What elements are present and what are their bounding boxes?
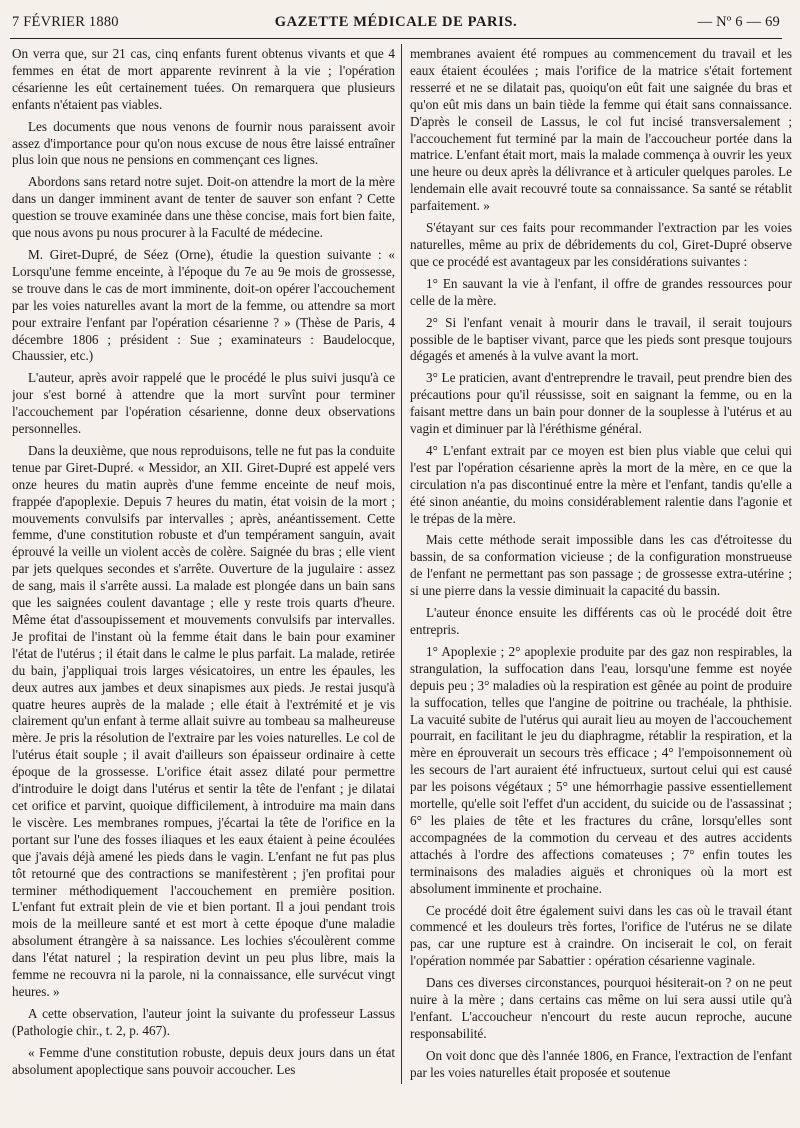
- paragraph: 1° En sauvant la vie à l'enfant, il offre de grandes ressources pour celle de la mère.: [410, 275, 792, 308]
- paragraph: 2° Si l'enfant venait à mourir dans le travail, il serait toujours possible de le baptiser vivant, parce que les pieds sont presque toujours dégagés et amenés à la vulve avant la mort.: [410, 314, 792, 364]
- paragraph: membranes avaient été rompues au commencement du travail et les eaux étaient écoulées ; mais l'orifice de la matrice s'était fortement resserré et ne se dilatait pas, quoiqu'on eût fait une saignée du bras et qu'on eût mis dans un bain tiède la femme qui était sans connaissance. D'après le conseil de Lassus, le col fut incisé transversalement ; l'accouchement fut terminé par la main de l'accoucheur portée dans la matrice. L'enfant était mort, mais la malade commença à ouvrir les yeux une heure ou deux après la délivrance et à articuler quelques paroles. Le lendemain elle avait recouvré toute sa connaissance. Sa santé se rétablit parfaitement. »: [410, 46, 792, 214]
- issue-page-number: — Nº 6 — 69: [697, 14, 780, 30]
- paragraph: A cette observation, l'auteur joint la suivante du professeur Lassus (Pathologie chir., t. 2, p. 467).: [12, 1005, 395, 1038]
- column-divider: [401, 44, 402, 1084]
- paragraph: Mais cette méthode serait impossible dans les cas d'étroitesse du bassin, de sa conformation vicieuse ; de la configuration monstrueuse de l'enfant ne permettant pas son passage ; de grossesse extra-utérine ; si une pierre dans la vessie diminuait la capacité du bassin.: [410, 532, 792, 599]
- paragraph: Dans la deuxième, que nous reproduisons, telle ne fut pas la conduite tenue par Giret-Dupré. « Messidor, an XII. Giret-Dupré est appelé vers onze heures du matin auprès d'une femme enceinte de neuf mois, frappée d'apoplexie. Depuis 7 heures du matin, état voisin de la mort ; mouvements convulsifs par intervalles ; après, anéantissement. Cette femme, d'une constitution robuste et d'un tempérament sanguin, avait éprouvé la veille un violent accès de colère. Saignée du bras ; elle vient par jets quelques secondes et s'arrête. Ouverture de la jugulaire : assez de sang, mais il s'arrête aussi. La malade est plongée dans un bain sans que les saignées coulent davantage ; elle y reste trois quarts d'heure. Même état d'assoupissement et mouvements convulsifs par intervalles. Je profitai de l'instant où la femme était dans le bain pour examiner l'état de l'utérus ; il était dans le calme le plus parfait. La malade, retirée du bain, j'appliquai trois larges vésicatoires, un entre les épaules, les deux autres aux jambes et deux sinapismes aux pieds. Je restai jusqu'à quatre heures auprès de la malade ; elle était à l'extrémité et je vis clairement qu'un enfant à terme allait suivre au tombeau sa malheureuse mère. Je pris la résolution de l'extraire par les voies naturelles. Le col de l'utérus était souple ; il avait d'ailleurs son épaisseur ordinaire à cette époque de la grossesse. L'orifice était assez dilaté pour permettre d'introduire le doigt dans l'utérus et sentir la tête de l'enfant ; je dilatai cet orifice et parvint, quoique difficilement, à introduire ma main dans le viscère. Les membranes rompues, j'écartai la tête de l'orifice en la portant sur l'une des fosses iliaques et les eaux étaient à peine écoulées que j'avais déjà amené les pieds dans le vagin. L'enfant ne fut pas plus tôt retourné que des contractions se manifestèrent ; j'en profitai pour terminer méthodiquement l'accouchement en première position. L'enfant fut extrait plein de vie et bien portant. Il a joui pendant trois mois de la meilleure santé et est mort à cette époque d'une maladie absolument étrangère à sa naissance. Les lochies s'écoulèrent comme dans l'état naturel ; la respiration devint un peu plus libre, mais la femme ne recouvra ni la parole, ni la connaissance, elle survécut vingt heures. »: [12, 442, 395, 999]
- header-date: 7 FÉVRIER 1880: [12, 14, 119, 30]
- right-column: [410, 46, 792, 1080]
- publication-title: GAZETTE MÉDICALE DE PARIS.: [274, 14, 518, 30]
- paragraph: S'étayant sur ces faits pour recommander l'extraction par les voies naturelles, même au prix de débridements du col, Giret-Dupré observe que ce procédé est avantageux par les considérations suivantes :: [410, 220, 792, 269]
- paragraph: L'auteur, après avoir rappelé que le procédé le plus suivi jusqu'à ce jour s'est borné à attendre que la mort survînt pour terminer l'accouchement par l'opération césarienne, donne deux observations personnelles.: [12, 370, 395, 437]
- paragraph: 4° L'enfant extrait par ce moyen est bien plus viable que celui qui l'est par l'opération césarienne après la mort de la mère, en ce que la circulation n'a pas discontinué entre la mère et l'enfant, tandis qu'elle a été sinon anéantie, du moins considérablement ralentie dans l'agonie et le trépas de la mère.: [410, 442, 792, 526]
- paragraph: Les documents que nous venons de fournir nous paraissent avoir assez d'importance pour qu'on nous excuse de nous être laissé entraîner plus loin que nous ne pensions en commençant ces lignes.: [12, 118, 395, 168]
- paragraph: Ce procédé doit être également suivi dans les cas où le travail étant commencé et les douleurs très fortes, l'orifice de l'utérus ne se dilate pas, car une rupture est à craindre. On inciserait le col, on ferait l'opération nommée par Sabattier : opération césarienne vaginale.: [410, 902, 792, 969]
- paragraph: On voit donc que dès l'année 1806, en France, l'extraction de l'enfant par les voies naturelles était proposée et soutenue: [410, 1047, 792, 1080]
- header-rule: [10, 38, 782, 39]
- paragraph: 1° Apoplexie ; 2° apoplexie produite par des gaz non respirables, la strangulation, la suffocation dans l'eau, lorsqu'une femme est noyée depuis peu ; 3° maladies où la respiration est gênée au point de produire la suffocation, telles que l'angine de poitrine ou trachéale, la phthisie. La vacuité subite de l'utérus qui aurait lieu au moyen de l'accouchement pourrait, en facilitant le jeu du diaphragme, rétablir la respiration, et la mère en éprouverait un secours très efficace ; 4° l'empoisonnement où les secours de l'art auraient été infructueux, surtout celui qui est causé par les poisons végétaux ; 5° une hémorrhagie passive essentiellement mortelle, qu'elle soit l'effet d'un accident, du suicide ou de l'assassinat ; 6° les plaies de tête et les fractures du crâne, lorsqu'elles sont accompagnées de la commotion du cerveau et des autres accidents attachés à l'ordre des affections comateuses ; 7° enfin toutes les terminaisons des maladies aiguës et chroniques où la mort est absolument imminente et prochaine.: [410, 643, 792, 896]
- paragraph: « Femme d'une constitution robuste, depuis deux jours dans un état absolument apoplectique sans pouvoir accoucher. Les: [12, 1044, 395, 1077]
- page-header: [12, 14, 780, 36]
- left-column: [12, 46, 395, 1080]
- paragraph: M. Giret-Dupré, de Séez (Orne), étudie la question suivante : « Lorsqu'une femme enceinte, à l'époque du 7e au 9e mois de grossesse, se trouve dans le cas de mort imminente, doit-on opérer l'accouchement par les voies naturelles avant la mort de la femme, ou attendre sa mort pour extraire l'enfant par l'opération césarienne ? » (Thèse de Paris, 4 décembre 1806 ; président : Sue ; examinateurs : Baudelocque, Chaussier, etc.): [12, 246, 395, 364]
- paragraph: L'auteur énonce ensuite les différents cas où le procédé doit être entrepris.: [410, 605, 792, 637]
- paragraph: Dans ces diverses circonstances, pourquoi hésiterait-on ? on ne peut nuire à la mère ; dans certains cas même on lui sera aussi utile qu'à l'enfant. L'accoucheur n'encourt du reste aucun reproche, aucune responsabilité.: [410, 975, 792, 1041]
- paragraph: 3° Le praticien, avant d'entreprendre le travail, peut prendre bien des précautions pour qu'il réussisse, soit en saignant la femme, ou en la faisant mettre dans un bain pour donner de la souplesse à l'utérus et au vagin et diminuer par là l'éréthisme général.: [410, 370, 792, 437]
- paragraph: Abordons sans retard notre sujet. Doit-on attendre la mort de la mère dans un danger imminent avant de tenter de sauver son enfant ? Cette question se trouve examinée dans une thèse concise, mais fort bien faite, que nous avons pu nous procurer à la Faculté de médecine.: [12, 174, 395, 241]
- paragraph: On verra que, sur 21 cas, cinq enfants furent obtenus vivants et que 4 femmes en état de mort apparente revinrent à la vie ; l'opération césarienne les eût certainement tuées. On remarquera que plusieurs enfants n'étaient pas viables.: [12, 46, 395, 112]
